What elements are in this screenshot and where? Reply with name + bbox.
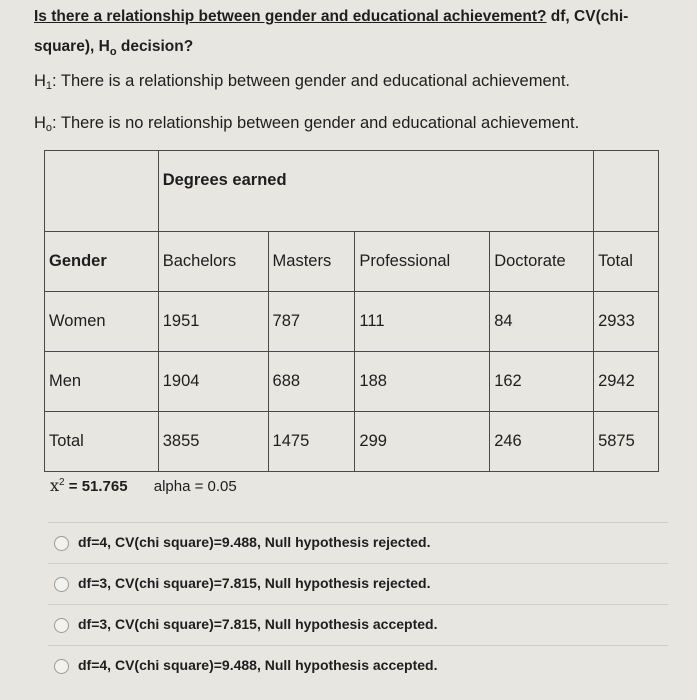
answer-label[interactable]: df=3, CV(chi square)=7.815, Null hypothesis accepted.	[78, 616, 438, 632]
radio-button[interactable]	[54, 618, 69, 633]
h1-letter: H	[34, 72, 46, 90]
alpha-value: alpha = 0.05	[153, 478, 237, 495]
col-header: Bachelors	[158, 232, 268, 292]
table-title: Degrees earned	[158, 151, 593, 232]
answer-option[interactable]	[48, 604, 668, 646]
cell: 2942	[594, 352, 659, 412]
table-header-row	[45, 232, 659, 292]
cell: 1475	[268, 412, 355, 472]
h1-sub: 1	[45, 80, 53, 92]
answer-option[interactable]	[48, 563, 668, 605]
cell: 299	[355, 412, 490, 472]
cell: 688	[268, 352, 355, 412]
cell: 84	[490, 292, 594, 352]
alternative-hypothesis	[34, 70, 570, 97]
question-underlined: Is there a relationship between gender and educational achievement?	[34, 8, 547, 25]
question-line2-end: decision?	[116, 38, 194, 55]
answer-label[interactable]: df=4, CV(chi square)=9.488, Null hypothesis accepted.	[78, 657, 438, 673]
cell: 2933	[594, 292, 659, 352]
h1-text: : There is a relationship between gender and educational achievement.	[52, 72, 571, 90]
h0-text: : There is no relationship between gender and educational achievement.	[52, 114, 580, 132]
question-h0-sub: o	[109, 46, 117, 59]
cell: 162	[490, 352, 594, 412]
radio-button[interactable]	[54, 536, 69, 551]
question-rest: df, CV(chi-	[546, 8, 629, 25]
answer-option[interactable]	[48, 522, 668, 564]
h0-letter: H	[34, 114, 46, 132]
cell: 111	[355, 292, 490, 352]
cell: Women	[45, 292, 159, 352]
table-empty-cell	[594, 151, 659, 232]
col-header: Professional	[355, 232, 490, 292]
cell: 246	[490, 412, 594, 472]
table-row	[45, 352, 659, 412]
cell: Men	[45, 352, 159, 412]
chi-value: = 51.765	[64, 478, 128, 495]
col-header: Doctorate	[490, 232, 594, 292]
radio-button[interactable]	[54, 659, 69, 674]
col-header: Total	[594, 232, 659, 292]
cell: Total	[45, 412, 159, 472]
cell: 3855	[158, 412, 268, 472]
chi-exponent: 2	[59, 477, 65, 488]
col-header: Gender	[45, 232, 159, 292]
table-row	[45, 412, 659, 472]
cell: 1904	[158, 352, 268, 412]
answer-option[interactable]	[48, 645, 668, 687]
question-text	[34, 2, 674, 67]
table-corner-cell	[45, 151, 159, 232]
cell: 188	[355, 352, 490, 412]
chi-symbol: x	[50, 476, 60, 495]
degrees-table	[44, 150, 659, 472]
test-statistic	[50, 476, 237, 495]
col-header: Masters	[268, 232, 355, 292]
radio-button[interactable]	[54, 577, 69, 592]
cell: 5875	[594, 412, 659, 472]
cell: 1951	[158, 292, 268, 352]
table-title-row	[45, 151, 659, 232]
answer-label[interactable]: df=3, CV(chi square)=7.815, Null hypothesis rejected.	[78, 575, 431, 591]
answer-label[interactable]: df=4, CV(chi square)=9.488, Null hypothesis rejected.	[78, 534, 431, 550]
question-line2: square), H	[34, 38, 110, 55]
h0-sub: o	[45, 122, 53, 134]
cell: 787	[268, 292, 355, 352]
null-hypothesis	[34, 112, 579, 139]
table-row	[45, 292, 659, 352]
